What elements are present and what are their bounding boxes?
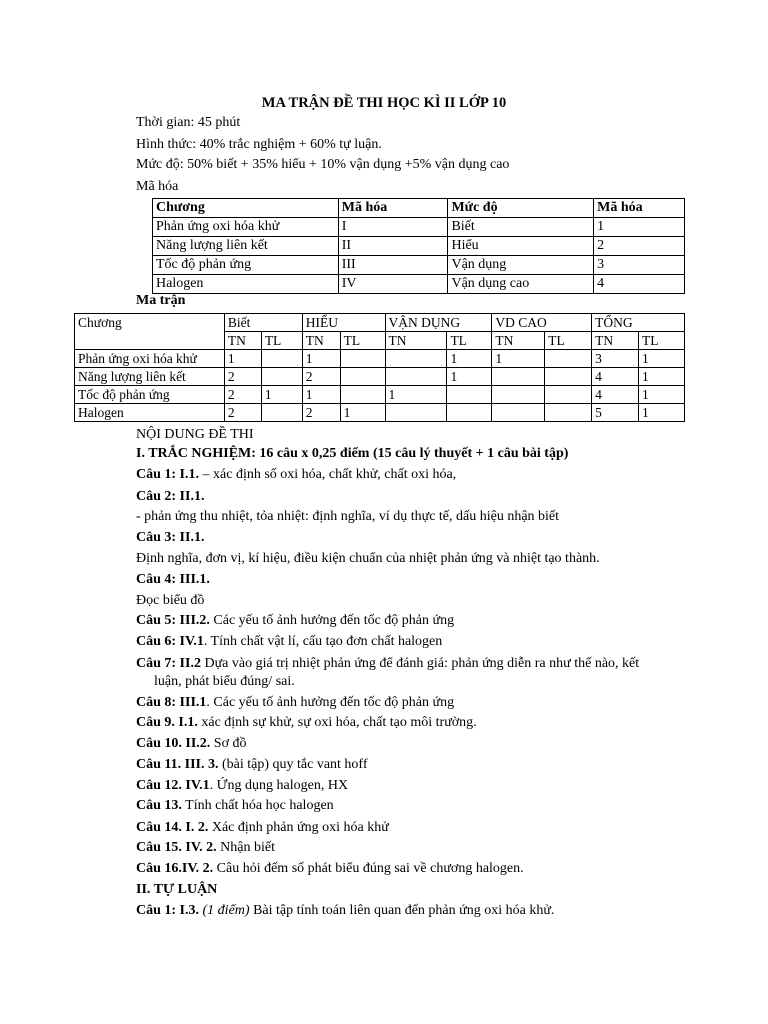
row-label: Tốc độ phản ứng bbox=[75, 386, 225, 404]
table-cell: II bbox=[338, 237, 448, 256]
table-cell: Tốc độ phản ứng bbox=[153, 256, 339, 275]
sub-header: TN bbox=[385, 332, 447, 350]
table-cell: 2 bbox=[594, 237, 685, 256]
sub-header: TL bbox=[340, 332, 385, 350]
row-label: Halogen bbox=[75, 404, 225, 422]
question-label: Câu 12. IV.1 bbox=[136, 778, 210, 793]
page-title: MA TRẬN ĐỀ THI HỌC KÌ II LỚP 10 bbox=[261, 95, 507, 111]
question-16 bbox=[136, 860, 524, 878]
question-13 bbox=[136, 797, 334, 815]
question-1 bbox=[136, 466, 456, 484]
question-label: Câu 3: II.1. bbox=[136, 530, 205, 545]
content-heading: NỘI DUNG ĐỀ THI bbox=[136, 427, 254, 442]
question-label: Câu 1: I.3. bbox=[136, 903, 200, 918]
matrix-chapter-header: Chương bbox=[75, 314, 225, 350]
sub-header: TL bbox=[261, 332, 302, 350]
table-cell: 2 bbox=[302, 368, 340, 386]
table-cell bbox=[385, 350, 447, 368]
table-cell: 2 bbox=[224, 368, 261, 386]
level-info: Mức độ: 50% biết + 35% hiểu + 10% vận dụng +5% vận dụng cao bbox=[136, 157, 510, 172]
question-text: xác định sự khử, sự oxi hóa, chất tạo môi trường. bbox=[197, 715, 477, 730]
question-label: Câu 6: IV.1 bbox=[136, 634, 204, 649]
table-row bbox=[153, 237, 685, 256]
level-header: VD CAO bbox=[492, 314, 592, 332]
question-6 bbox=[136, 633, 442, 651]
question-text: Câu hỏi đếm số phát biểu đúng sai về chương halogen. bbox=[213, 861, 524, 876]
question-label: Câu 14. I. 2. bbox=[136, 820, 209, 835]
question-text: Bài tập tính toán liên quan đến phản ứng oxi hóa khử. bbox=[249, 903, 555, 918]
level-header: TỔNG bbox=[592, 314, 685, 332]
table-cell: 1 bbox=[302, 386, 340, 404]
question-text: . Các yếu tố ảnh hưởng đến tốc độ phản ứng bbox=[206, 695, 455, 710]
table-cell bbox=[340, 350, 385, 368]
question-4-label bbox=[136, 571, 210, 589]
table-cell bbox=[447, 404, 492, 422]
table-cell: 1 bbox=[594, 218, 685, 237]
sub-header: TN bbox=[224, 332, 261, 350]
sub-header: TN bbox=[592, 332, 639, 350]
question-label: Câu 10. II.2. bbox=[136, 736, 211, 751]
table-row bbox=[75, 350, 685, 368]
sub-header: TL bbox=[639, 332, 685, 350]
question-label: Câu 11. III. 3. bbox=[136, 757, 219, 772]
table-cell: 3 bbox=[594, 256, 685, 275]
level-header: HIỂU bbox=[302, 314, 385, 332]
question-label: Câu 5: III.2. bbox=[136, 613, 210, 628]
question-3-text: Định nghĩa, đơn vị, kí hiệu, điều kiện chuẩn của nhiệt phản ứng và nhiệt tạo thành. bbox=[136, 551, 600, 566]
code-heading: Mã hóa bbox=[136, 179, 179, 194]
table-cell: 1 bbox=[224, 350, 261, 368]
sub-header: TN bbox=[492, 332, 545, 350]
question-label: Câu 2: II.1. bbox=[136, 489, 205, 504]
matrix-header-row bbox=[75, 314, 685, 332]
table-cell: Năng lượng liên kết bbox=[153, 237, 339, 256]
table-cell: 3 bbox=[592, 350, 639, 368]
table-cell: 4 bbox=[592, 386, 639, 404]
code-table bbox=[152, 198, 685, 294]
table-cell: I bbox=[338, 218, 448, 237]
matrix-table bbox=[74, 313, 685, 422]
table-cell: 1 bbox=[639, 350, 685, 368]
table-cell bbox=[261, 368, 302, 386]
question-label: Câu 9. I.1. bbox=[136, 715, 198, 730]
table-cell bbox=[545, 350, 592, 368]
table-cell bbox=[340, 368, 385, 386]
question-2-label bbox=[136, 488, 204, 506]
sub-header: TL bbox=[545, 332, 592, 350]
table-cell: 1 bbox=[447, 368, 492, 386]
col-header-chapter: Chương bbox=[153, 199, 339, 218]
question-points: (1 điểm) bbox=[202, 903, 250, 918]
table-cell bbox=[340, 386, 385, 404]
question-12 bbox=[136, 777, 348, 795]
question-15 bbox=[136, 839, 275, 857]
question-text: Xác định phản ứng oxi hóa khử bbox=[208, 820, 389, 835]
table-cell bbox=[492, 404, 545, 422]
table-cell: III bbox=[338, 256, 448, 275]
question-2-text: - phản ứng thu nhiệt, tỏa nhiệt: định nghĩa, ví dụ thực tế, dấu hiệu nhận biết bbox=[136, 509, 560, 524]
level-header: VẬN DỤNG bbox=[385, 314, 492, 332]
table-cell bbox=[385, 404, 447, 422]
question-label: Câu 16.IV. 2. bbox=[136, 861, 214, 876]
table-cell: 1 bbox=[639, 368, 685, 386]
table-row bbox=[75, 404, 685, 422]
question-label: Câu 13. bbox=[136, 798, 182, 813]
question-text: (bài tập) quy tắc vant hoff bbox=[218, 757, 368, 772]
table-cell: 1 bbox=[447, 350, 492, 368]
question-text: Sơ đồ bbox=[210, 736, 247, 751]
question-label: Câu 7: II.2 bbox=[136, 656, 201, 671]
table-cell bbox=[385, 368, 447, 386]
table-cell: 1 bbox=[302, 350, 340, 368]
question-label: Câu 4: III.1. bbox=[136, 572, 210, 587]
level-header: Biết bbox=[224, 314, 302, 332]
table-row bbox=[153, 218, 685, 237]
table-cell: 2 bbox=[224, 386, 261, 404]
table-row bbox=[75, 368, 685, 386]
question-text: Tính chất hóa học halogen bbox=[181, 798, 334, 813]
table-cell: Vận dụng bbox=[448, 256, 594, 275]
table-cell bbox=[261, 404, 302, 422]
table-cell: 1 bbox=[340, 404, 385, 422]
table-cell bbox=[447, 386, 492, 404]
question-text: . Ứng dụng halogen, HX bbox=[209, 778, 349, 793]
row-label: Năng lượng liên kết bbox=[75, 368, 225, 386]
time-info: Thời gian: 45 phút bbox=[136, 115, 241, 130]
table-row bbox=[153, 256, 685, 275]
table-row bbox=[75, 386, 685, 404]
question-label: Câu 8: III.1 bbox=[136, 695, 207, 710]
section-multiple-choice: I. TRẮC NGHIỆM: 16 câu x 0,25 điểm (15 câu lý thuyết + 1 câu bài tập) bbox=[136, 446, 569, 461]
table-cell: 1 bbox=[639, 404, 685, 422]
question-4-text: Đọc biểu đồ bbox=[136, 593, 205, 608]
table-cell: IV bbox=[338, 275, 448, 294]
table-cell: 1 bbox=[492, 350, 545, 368]
question-9 bbox=[136, 714, 477, 732]
sub-header: TN bbox=[302, 332, 340, 350]
form-info: Hình thức: 40% trắc nghiệm + 60% tự luận. bbox=[136, 137, 382, 152]
table-cell bbox=[492, 386, 545, 404]
code-table-header bbox=[153, 199, 685, 218]
col-header-level: Mức độ bbox=[448, 199, 594, 218]
table-cell bbox=[545, 386, 592, 404]
table-cell bbox=[261, 350, 302, 368]
question-text: . Tính chất vật lí, cấu tạo đơn chất halogen bbox=[203, 634, 443, 649]
table-cell bbox=[545, 404, 592, 422]
table-cell bbox=[545, 368, 592, 386]
question-8 bbox=[136, 694, 454, 712]
question-7-continued: luận, phát biểu đúng/ sai. bbox=[154, 674, 295, 689]
table-row bbox=[153, 275, 685, 294]
sub-header: TL bbox=[447, 332, 492, 350]
table-cell: Phản ứng oxi hóa khử bbox=[153, 218, 339, 237]
row-label: Phản ứng oxi hóa khử bbox=[75, 350, 225, 368]
essay-question-1 bbox=[136, 902, 554, 920]
table-cell: 2 bbox=[302, 404, 340, 422]
question-text: – xác định số oxi hóa, chất khử, chất oxi hóa, bbox=[199, 467, 457, 482]
question-label: Câu 1: I.1. bbox=[136, 467, 200, 482]
table-cell: 1 bbox=[639, 386, 685, 404]
section-essay: II. TỰ LUẬN bbox=[136, 882, 218, 897]
table-cell bbox=[492, 368, 545, 386]
question-label: Câu 15. IV. 2. bbox=[136, 840, 217, 855]
question-text: Nhận biết bbox=[216, 840, 275, 855]
matrix-heading: Ma trận bbox=[136, 293, 186, 308]
question-5 bbox=[136, 612, 454, 630]
table-cell: 5 bbox=[592, 404, 639, 422]
table-cell: 1 bbox=[385, 386, 447, 404]
question-text: Các yếu tố ảnh hưởng đến tốc độ phản ứng bbox=[209, 613, 455, 628]
table-cell: 2 bbox=[224, 404, 261, 422]
col-header-code: Mã hóa bbox=[338, 199, 448, 218]
question-7 bbox=[136, 655, 639, 673]
question-10 bbox=[136, 735, 247, 753]
table-cell: 4 bbox=[594, 275, 685, 294]
col-header-level-code: Mã hóa bbox=[594, 199, 685, 218]
table-cell: 1 bbox=[261, 386, 302, 404]
question-11 bbox=[136, 756, 368, 774]
table-cell: 4 bbox=[592, 368, 639, 386]
table-cell: Halogen bbox=[153, 275, 339, 294]
question-text: Dựa vào giá trị nhiệt phản ứng để đánh giá: phản ứng diễn ra như thế nào, kết bbox=[200, 656, 640, 671]
table-cell: Vận dụng cao bbox=[448, 275, 594, 294]
question-14 bbox=[136, 819, 389, 837]
table-cell: Biết bbox=[448, 218, 594, 237]
table-cell: Hiểu bbox=[448, 237, 594, 256]
question-3-label bbox=[136, 529, 204, 547]
